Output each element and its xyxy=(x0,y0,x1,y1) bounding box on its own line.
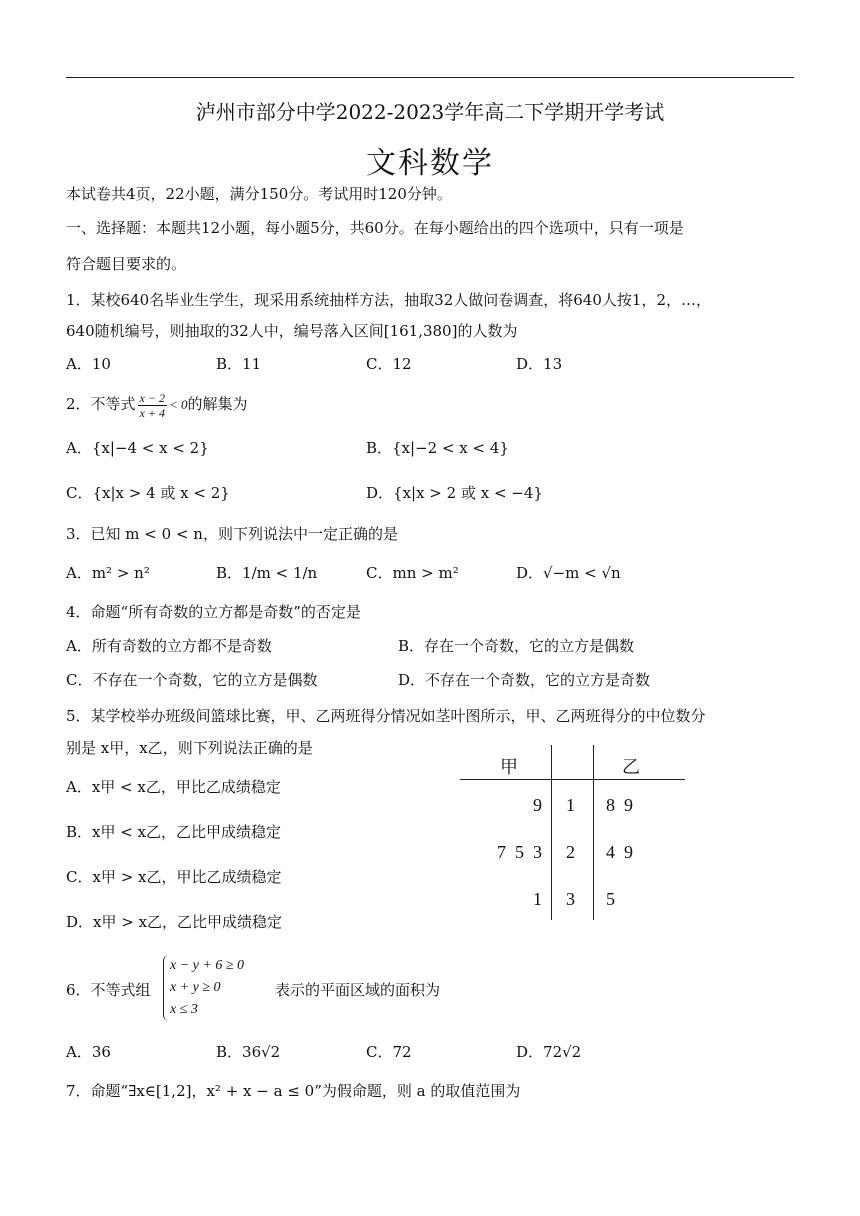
q2-option-c: C．{x|x > 4 或 x < 2} xyxy=(66,484,230,502)
q1-option-d: D．13 xyxy=(516,355,563,373)
q2-fraction-denominator: x + 4 xyxy=(139,405,165,420)
q1-option-a: A．10 xyxy=(66,355,111,373)
q2-suffix: 的解集为 xyxy=(187,395,248,413)
q3-option-b: B．1/m < 1/n xyxy=(216,564,318,582)
q3-option-c: C．mn > m² xyxy=(366,564,459,582)
stem-row-2-left: 7 5 3 xyxy=(497,842,542,862)
q3-option-d: D．√−m < √n xyxy=(516,564,621,582)
stem-right-header: 乙 xyxy=(622,757,640,777)
stem-row-1-stem: 1 xyxy=(566,795,575,815)
q5-option-b: B．x甲 < x乙，乙比甲成绩稳定 xyxy=(66,823,282,841)
stem-header-rule xyxy=(460,779,685,780)
q6-inequality-3: x ≤ 3 xyxy=(170,1002,198,1017)
q5-option-d: D．x甲 > x乙，乙比甲成绩稳定 xyxy=(66,913,283,931)
q6-option-c: C．72 xyxy=(366,1043,412,1061)
q2-fraction xyxy=(138,391,167,420)
subject-title: 文科数学 xyxy=(366,146,494,181)
section-heading-line2: 符合题目要求的。 xyxy=(66,255,187,273)
stem-divider-left xyxy=(551,745,552,920)
q5-option-c: C．x甲 > x乙，甲比乙成绩稳定 xyxy=(66,868,282,886)
q5-option-a: A．x甲 < x乙，甲比乙成绩稳定 xyxy=(66,778,281,796)
stem-left-header: 甲 xyxy=(500,757,518,777)
q3-option-a: A．m² > n² xyxy=(66,564,150,582)
school-title: 泸州市部分中学2022-2023学年高二下学期开学考试 xyxy=(195,100,665,124)
q1-stem-line1: 1．某校640名毕业生学生，现采用系统抽样方法，抽取32人做问卷调查，将640人按1，2，…， xyxy=(66,291,711,309)
q6-inequality-2: x + y ≥ 0 xyxy=(170,980,221,995)
q2-option-a: A．{x|−4 < x < 2} xyxy=(66,439,209,457)
q6-option-d: D．72√2 xyxy=(516,1043,582,1061)
q2-option-d: D．{x|x > 2 或 x < −4} xyxy=(366,484,543,502)
q6-inequality-system xyxy=(163,955,244,1021)
q7-stem: 7．命题“∃x∈[1,2]，x² + x − a ≤ 0”为假命题，则 a 的取值范围为 xyxy=(66,1082,521,1100)
q1-option-c: C．12 xyxy=(366,355,412,373)
stem-row-3-right: 5 xyxy=(606,889,615,909)
q4-option-c: C．不存在一个奇数，它的立方是偶数 xyxy=(66,671,318,689)
q4-option-b: B．存在一个奇数，它的立方是偶数 xyxy=(398,637,635,655)
q4-option-d: D．不存在一个奇数，它的立方是奇数 xyxy=(398,671,651,689)
q2-stem xyxy=(66,386,248,423)
section-heading-line1: 一、选择题：本题共12小题，每小题5分，共60分。在每小题给出的四个选项中，只有一项是 xyxy=(66,219,684,237)
stem-row-2-right: 4 9 xyxy=(606,842,633,862)
q2-option-b: B．{x|−2 < x < 4} xyxy=(366,439,509,457)
header-rule xyxy=(66,77,794,78)
q2-prefix: 2．不等式 xyxy=(66,395,136,413)
exam-intro: 本试卷共4页，22小题，满分150分。考试用时120分钟。 xyxy=(66,185,452,203)
stem-divider-right xyxy=(593,745,594,920)
stem-row-3-left: 1 xyxy=(533,889,542,909)
stem-row-3-stem: 3 xyxy=(566,889,575,909)
q2-fraction-numerator: x − 2 xyxy=(139,390,165,405)
q6-option-b: B．36√2 xyxy=(216,1043,281,1061)
q4-stem: 4．命题“所有奇数的立方都是奇数”的否定是 xyxy=(66,603,361,621)
q6-option-a: A．36 xyxy=(66,1043,111,1061)
q1-option-b: B．11 xyxy=(216,355,262,373)
stem-row-2-stem: 2 xyxy=(566,842,575,862)
q6-prefix: 6．不等式组 xyxy=(66,981,151,999)
q2-relation: < 0 xyxy=(168,397,188,412)
q1-stem-line2: 640随机编号，则抽取的32人中，编号落入区间[161,380]的人数为 xyxy=(66,322,518,340)
stem-row-1-right: 8 9 xyxy=(606,795,633,815)
q6-suffix: 表示的平面区域的面积为 xyxy=(275,981,441,999)
q3-stem: 3．已知 m < 0 < n，则下列说法中一定正确的是 xyxy=(66,525,398,543)
stem-leaf-plot xyxy=(460,745,690,925)
q4-option-a: A．所有奇数的立方都不是奇数 xyxy=(66,637,272,655)
stem-row-1-left: 9 xyxy=(533,795,542,815)
q5-stem-line2: 别是 x甲，x乙，则下列说法正确的是 xyxy=(66,739,313,757)
q5-stem-line1: 5．某学校举办班级间篮球比赛，甲、乙两班得分情况如茎叶图所示，甲、乙两班得分的中位数分 xyxy=(66,707,706,725)
q6-inequality-1: x − y + 6 ≥ 0 xyxy=(170,958,245,973)
